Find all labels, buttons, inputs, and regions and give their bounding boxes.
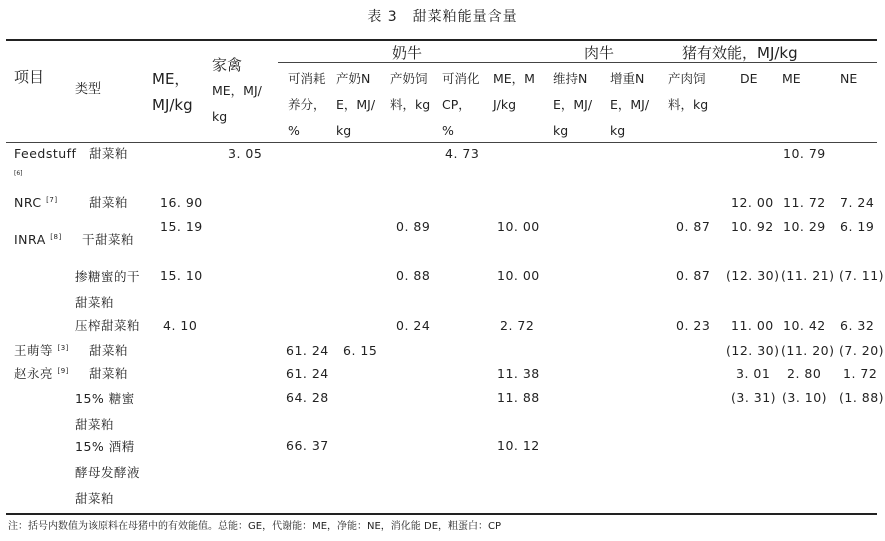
row-source: Feedstuff [14, 146, 77, 161]
cell-milk-feed: 0. 89 [396, 219, 431, 234]
header-type: 类型 [75, 82, 102, 97]
cell-pig-me: 11. 72 [783, 195, 826, 210]
row-type: 15% 糖蜜甜菜粕 [75, 391, 135, 432]
cell-pig-ne: 7. 24 [840, 195, 875, 210]
row-source: 王萌等 [3] [14, 343, 69, 358]
header-dairy: 奶牛 [392, 44, 423, 62]
cell-pig-me: (11. 20) [781, 343, 835, 358]
header-dcp: 可消化CP，% [442, 71, 480, 138]
cell-pig-de: 11. 00 [731, 318, 774, 333]
row-source: NRC [7] [14, 195, 58, 210]
header-maint-ne: 维持NE，MJ/kg [553, 71, 593, 138]
header-tdn: 可消耗养分，% [288, 71, 326, 138]
row-type: 掺糖蜜的干甜菜粕 [75, 269, 141, 310]
header-pig-ne: NE [840, 71, 858, 86]
table-top-rule [6, 39, 877, 41]
cell-me: 4. 10 [163, 318, 198, 333]
header-swine: 猪有效能，MJ/kg [682, 44, 798, 62]
cell-pig-de: 12. 00 [731, 195, 774, 210]
cell-pig-ne: (7. 20) [839, 343, 885, 358]
cell-pig-ne: 1. 72 [843, 366, 878, 381]
cell-dairy-me: 11. 88 [497, 390, 540, 405]
cell-pig-ne: 6. 19 [840, 219, 875, 234]
cell-dairy-me: 2. 72 [500, 318, 535, 333]
row-type: 15% 酒精酵母发酵液甜菜粕 [75, 439, 141, 506]
row-source: INRA [8] [14, 232, 62, 247]
cell-milk-feed: 0. 24 [396, 318, 431, 333]
cell-pig-de: (3. 31) [731, 390, 777, 405]
header-poultry: 家禽 [212, 56, 243, 74]
cell-meat-feed: 0. 87 [676, 219, 711, 234]
table-bottom-rule [6, 513, 877, 515]
cell-pig-ne: 6. 32 [840, 318, 875, 333]
cell-tdn: 61. 24 [286, 343, 329, 358]
header-pig-me: ME [782, 71, 801, 86]
header-meat-feed: 产肉饲料，kg [668, 71, 709, 112]
cell-pig-ne: (1. 88) [839, 390, 885, 405]
row-type: 甜菜粕 [89, 366, 129, 381]
cell-pig-me: 2. 80 [787, 366, 822, 381]
cell-milk-feed: 0. 88 [396, 268, 431, 283]
header-milk-feed: 产奶饲料，kg [390, 71, 431, 112]
cell-me: 15. 19 [160, 219, 203, 234]
header-beef: 肉牛 [584, 44, 615, 62]
cell-meat-feed: 0. 87 [676, 268, 711, 283]
header-dairy-me: ME，MJ/kg [493, 71, 535, 112]
cell-tdn: 64. 28 [286, 390, 329, 405]
cell-pig-me: (3. 10) [782, 390, 828, 405]
table-footnote: 注：括号内数值为该原料在母猪中的有效能值。总能：GE，代谢能：ME，净能：NE，消化能 DE，粗蛋白：CP [8, 521, 502, 532]
table-caption: 表 3 甜菜粕能量含量 [367, 9, 518, 25]
row-type: 压榨甜菜粕 [75, 318, 141, 333]
cell-pig-me: 10. 79 [783, 146, 826, 161]
row-ref: [6] [14, 170, 23, 177]
cell-tdn: 61. 24 [286, 366, 329, 381]
cell-pig-me: 10. 29 [783, 219, 826, 234]
cell-pig-ne: (7. 11) [839, 268, 885, 283]
cell-me: 16. 90 [160, 195, 203, 210]
cell-poultry-me: 3. 05 [228, 146, 263, 161]
cell-pig-de: (12. 30) [726, 343, 780, 358]
cell-pig-de: (12. 30) [726, 268, 780, 283]
header-poultry-me: ME，MJ/kg [212, 83, 262, 124]
cell-me: 15. 10 [160, 268, 203, 283]
header-pig-de: DE [740, 71, 758, 86]
cell-pig-de: 10. 92 [731, 219, 774, 234]
cell-dairy-me: 11. 38 [497, 366, 540, 381]
cell-pig-de: 3. 01 [736, 366, 771, 381]
header-me: ME，MJ/kg [152, 70, 193, 114]
row-type: 干甜菜粕 [82, 232, 135, 247]
row-type: 甜菜粕 [89, 146, 129, 161]
cell-milk-ne: 6. 15 [343, 343, 378, 358]
row-type: 甜菜粕 [89, 195, 129, 210]
row-source: 赵永亮 [9] [14, 366, 69, 381]
header-milk-ne: 产奶NE，MJ/kg [336, 71, 376, 138]
cell-pig-me: 10. 42 [783, 318, 826, 333]
header-gain-ne: 增重NE，MJ/kg [610, 71, 650, 138]
row-type: 甜菜粕 [89, 343, 129, 358]
header-project: 项目 [14, 68, 45, 86]
cell-dairy-me: 10. 00 [497, 219, 540, 234]
cell-tdn: 66. 37 [286, 438, 329, 453]
cell-dcp: 4. 73 [445, 146, 480, 161]
cell-dairy-me: 10. 12 [497, 438, 540, 453]
cell-dairy-me: 10. 00 [497, 268, 540, 283]
cell-pig-me: (11. 21) [781, 268, 835, 283]
cell-meat-feed: 0. 23 [676, 318, 711, 333]
